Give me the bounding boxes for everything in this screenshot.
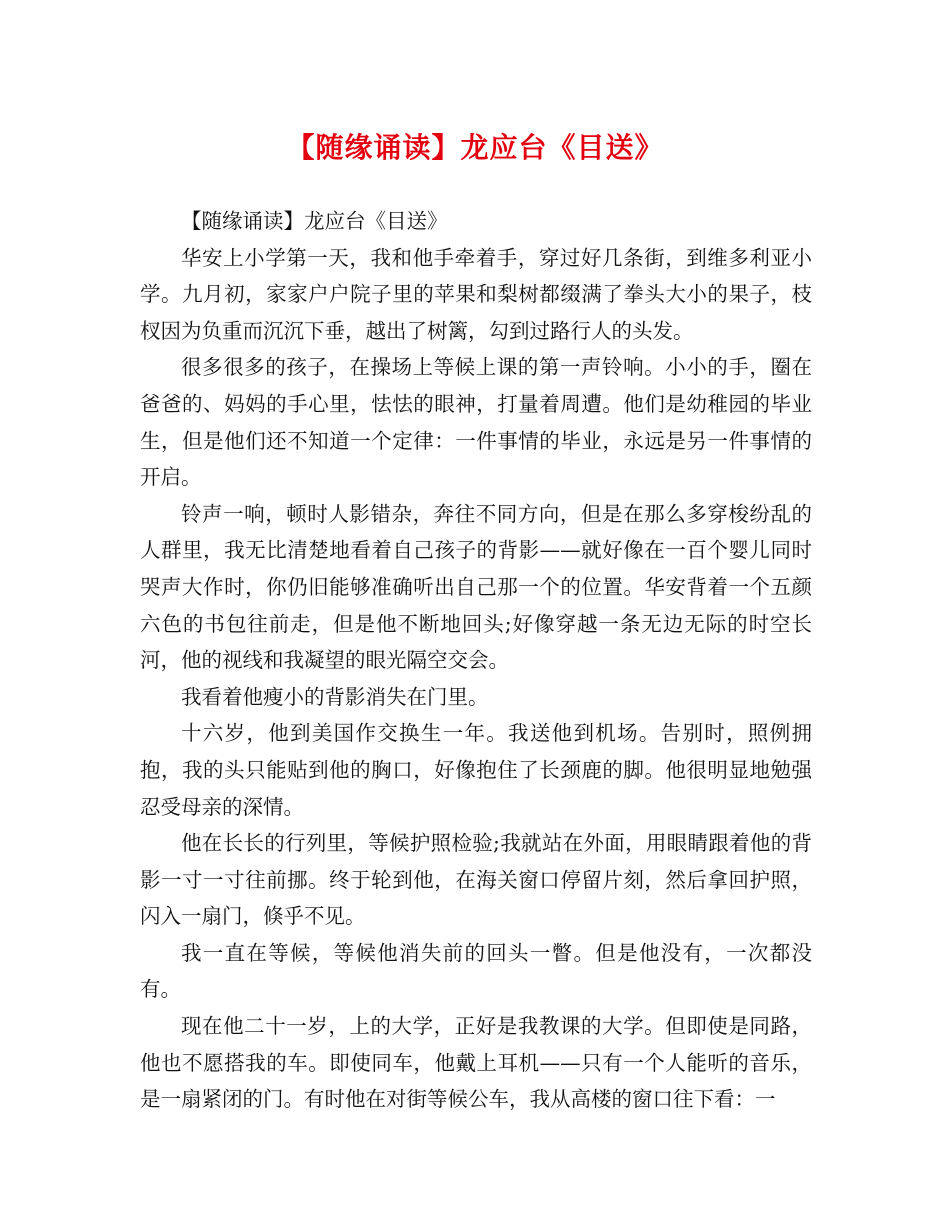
paragraph: 华安上小学第一天，我和他手牵着手，穿过好几条街，到维多利亚小学。九月初，家家户户院子里的苹果和梨树都缀满了拳头大小的果子，枝杈因为负重而沉沉下垂，越出了树篱，勾到过路行人的头发。 — [140, 245, 812, 343]
paragraph: 【随缘诵读】龙应台《目送》 — [181, 209, 448, 233]
paragraph: 现在他二十一岁，上的大学，正好是我教课的大学。但即使是同路，他也不愿搭我的车。即使同车，他戴上耳机——只有一个人能听的音乐，是一扇紧闭的门。有时他在对街等候公车，我从高楼的窗口往下看：一 — [140, 1014, 812, 1112]
paragraph: 我看着他瘦小的背影消失在门里。 — [181, 684, 489, 709]
paragraph: 铃声一响，顿时人影错杂，奔往不同方向，但是在那么多穿梭纷乱的人群里，我无比清楚地看着自己孩子的背影——就好像在一百个婴儿同时哭声大作时，你仍旧能够准确听出自己那一个的位置。华安背着一个五颜六色的书包往前走，但是他不断地回头;好像穿越一条无边无际的时空长河，他的视线和我凝望的眼光隔空交会。 — [140, 501, 812, 673]
paragraph: 很多很多的孩子，在操场上等候上课的第一声铃响。小小的手，圈在爸爸的、妈妈的手心里，怯怯的眼神，打量着周遭。他们是幼稚园的毕业生，但是他们还不知道一个定律：一件事情的毕业，永远是另一件事情的开启。 — [140, 355, 812, 490]
paragraph: 我一直在等候，等候他消失前的回头一瞥。但是他没有，一次都没有。 — [140, 940, 812, 1002]
paragraph: 他在长长的行列里，等候护照检验;我就站在外面，用眼睛跟着他的背影一寸一寸往前挪。终于轮到他，在海关窗口停留片刻，然后拿回护照，闪入一扇门，倏乎不见。 — [140, 831, 812, 929]
document-title: 【随缘诵读】龙应台《目送》 — [286, 131, 664, 164]
paragraph: 十六岁，他到美国作交换生一年。我送他到机场。告别时，照例拥抱，我的头只能贴到他的胸口，好像抱住了长颈鹿的脚。他很明显地勉强忍受母亲的深情。 — [140, 721, 812, 819]
document-body — [140, 203, 812, 1118]
